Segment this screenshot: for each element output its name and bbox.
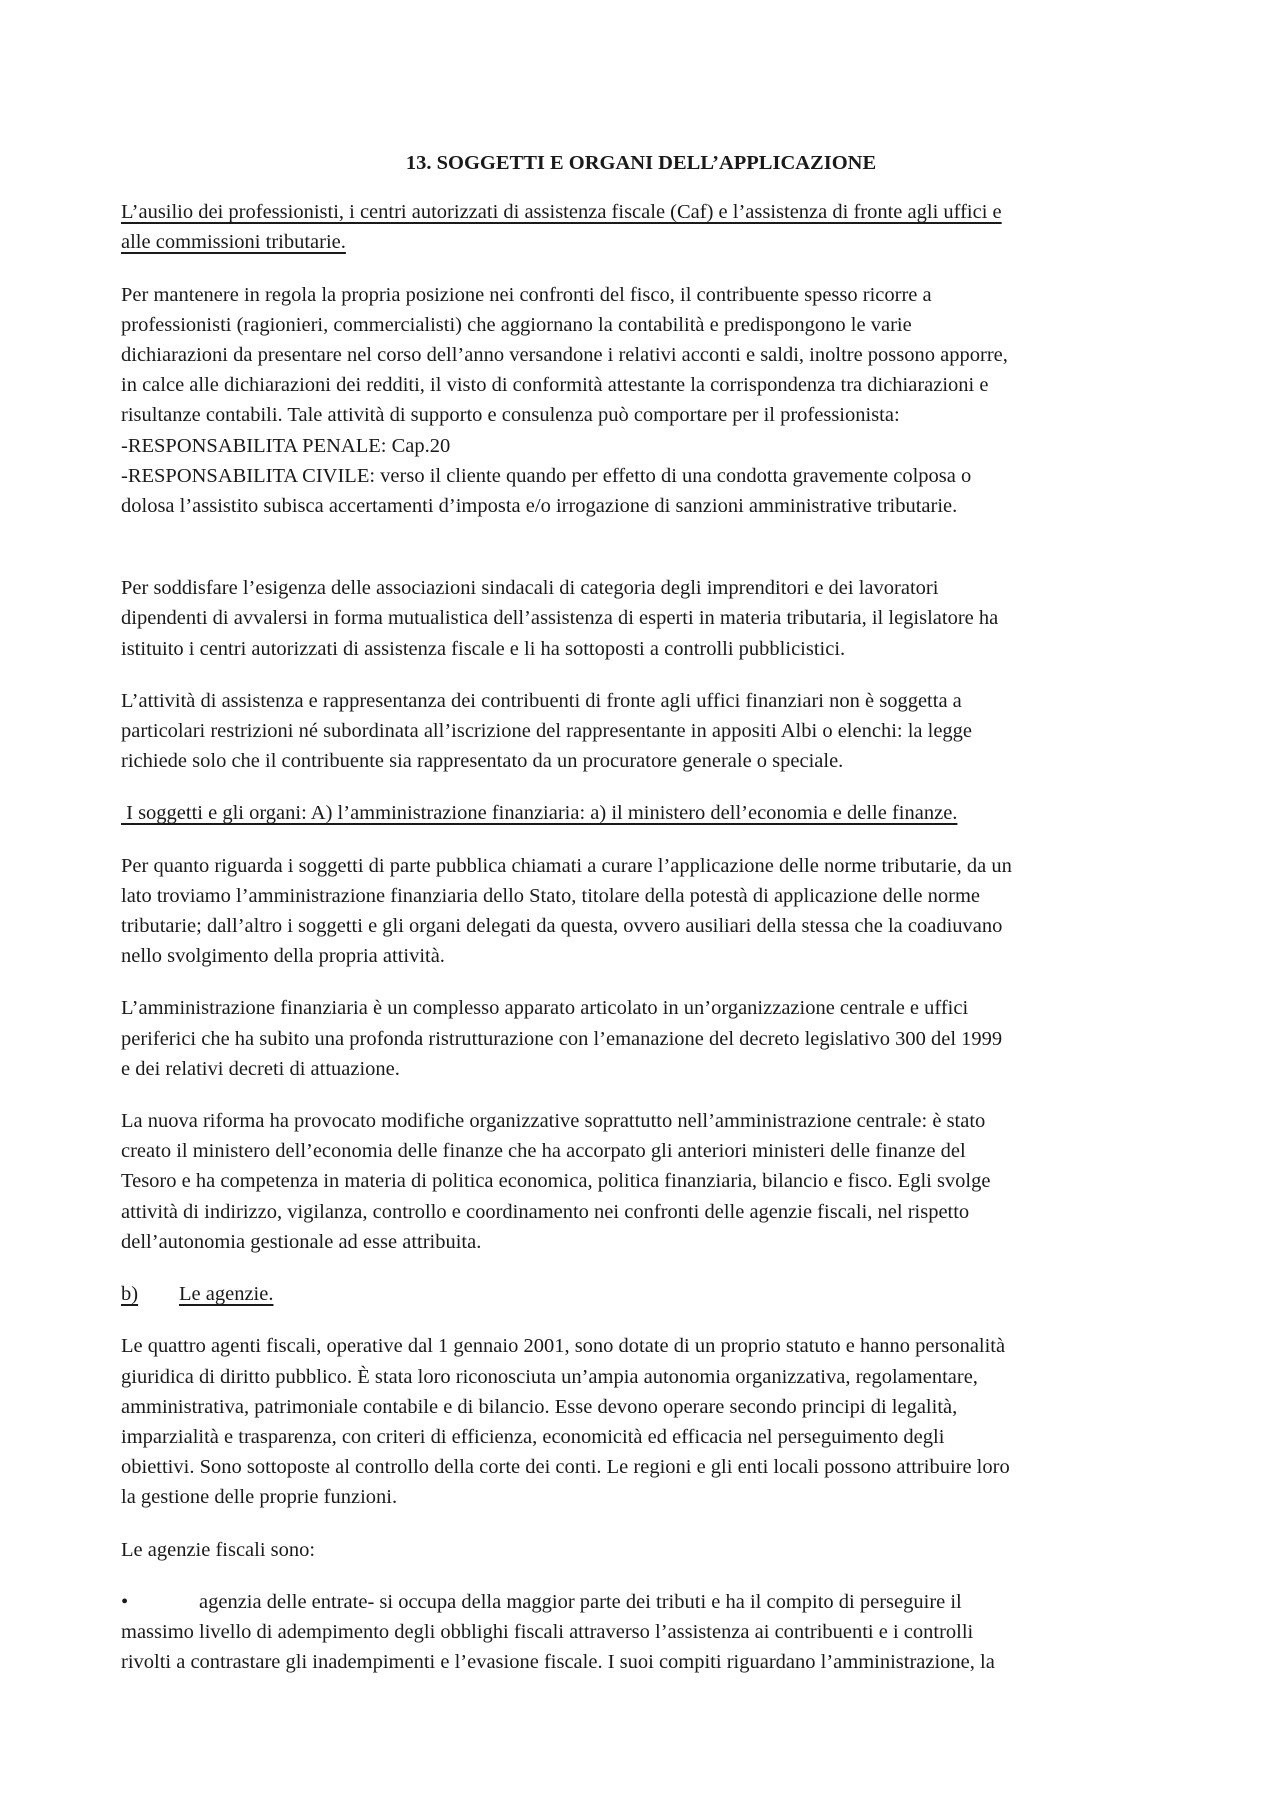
text-line: L’amministrazione finanziaria è un complesso apparato articolato in un’organizzazione centrale e uffici: [121, 997, 969, 1020]
paragraph-professionisti: [121, 280, 1161, 522]
bullet-first-line: [121, 1587, 1161, 1617]
text-line: -RESPONSABILITA PENALE: Cap.20: [121, 434, 451, 457]
paragraph-riforma: [121, 1106, 1161, 1257]
text-line: Per quanto riguarda i soggetti di parte pubblica chiamati a curare l’applicazione delle norme tributarie, da un: [121, 854, 1012, 877]
page-title: 13. SOGGETTI E ORGANI DELL’APPLICAZIONE: [405, 152, 877, 174]
bullet-icon: •: [121, 1590, 129, 1613]
section-heading-ausilio: [121, 197, 1161, 257]
paragraph-caf: [121, 573, 1161, 664]
text-line: in calce alle dichiarazioni dei redditi, il visto di conformità attestante la corrispondenza tra dichiarazioni e: [121, 374, 989, 397]
text-line: creato il ministero dell’economia delle finanze che ha accorpato gli anteriori ministeri delle finanze del: [121, 1140, 966, 1163]
text-line: giuridica di diritto pubblico. È stata loro riconosciuta un’ampia autonomia organizzativa, regolamentare,: [121, 1365, 978, 1388]
text-line: amministrativa, patrimoniale contabile e di bilancio. Esse devono operare secondo principi di legalità,: [121, 1395, 958, 1418]
paragraph-amministrazione: [121, 993, 1161, 1084]
text-line: Le quattro agenti fiscali, operative dal 1 gennaio 2001, sono dotate di un proprio statuto e hanno personalità: [121, 1335, 1006, 1358]
text-line: e dei relativi decreti di attuazione.: [121, 1057, 400, 1080]
text-line: la gestione delle proprie funzioni.: [121, 1486, 398, 1509]
text-line: massimo livello di adempimento degli obblighi fiscali attraverso l’assistenza ai contribuenti e i controlli: [121, 1620, 974, 1643]
heading-line: I soggetti e gli organi: A) l’amministrazione finanziaria: a) il ministero dell’economia e delle finanze.: [121, 802, 958, 825]
text-line: istituito i centri autorizzati di assistenza fiscale e li ha sottoposti a controlli pubblicistici.: [121, 637, 846, 660]
text-line: attività di indirizzo, vigilanza, controllo e coordinamento nei confronti delle agenzie fiscali, nel rispetto: [121, 1200, 970, 1223]
document-body: [121, 148, 1161, 1699]
text-line: particolari restrizioni né subordinata all’iscrizione del rappresentante in appositi Albi o elenchi: la legge: [121, 720, 973, 743]
text-line: imparzialità e trasparenza, con criteri di efficienza, economicità ed efficacia nel perseguimento degli: [121, 1425, 945, 1448]
bullet-text: agenzia delle entrate- si occupa della maggior parte dei tributi e ha il compito di perseguire il: [199, 1590, 962, 1613]
section-heading-soggetti: [121, 798, 1161, 828]
heading-marker: b): [121, 1283, 139, 1306]
text-line: Per mantenere in regola la propria posizione nei confronti del fisco, il contribuente spesso ricorre a: [121, 283, 932, 306]
text-line: L’attività di assistenza e rappresentanza dei contribuenti di fronte agli uffici finanziari non è soggetta a: [121, 689, 962, 712]
text-line: lato troviamo l’amministrazione finanziaria dello Stato, titolare della potestà di applicazione delle norme: [121, 884, 980, 907]
paragraph-parte-pubblica: [121, 851, 1161, 972]
text-line: La nuova riforma ha provocato modifiche organizzative soprattutto nell’amministrazione centrale: è stato: [121, 1110, 986, 1133]
bullet-agenzia-entrate: [121, 1587, 1161, 1678]
paragraph-agenzie-intro: [121, 1535, 1161, 1565]
text-line: professionisti (ragionieri, commercialisti) che aggiornano la contabilità e predispongono le varie: [121, 313, 912, 336]
text-line: rivolti a contrastare gli inadempimenti e l’evasione fiscale. I suoi compiti riguardano l’amministrazione, la: [121, 1651, 995, 1674]
text-line: Le agenzie fiscali sono:: [121, 1538, 316, 1561]
text-line: tributarie; dall’altro i soggetti e gli organi delegati da questa, ovvero ausiliari della stessa che la coadiuvano: [121, 915, 1003, 938]
text-line: dipendenti di avvalersi in forma mutualistica dell’assistenza di esperti in materia tributaria, il legislatore ha: [121, 607, 999, 630]
heading-line: alle commissioni tributarie.: [121, 231, 346, 254]
section-heading-agenzie: [121, 1279, 1161, 1309]
text-line: dolosa l’assistito subisca accertamenti d’imposta e/o irrogazione di sanzioni amministrative tributarie.: [121, 495, 958, 518]
text-line: richiede solo che il contribuente sia rappresentato da un procuratore generale o speciale.: [121, 750, 844, 773]
text-line: dell’autonomia gestionale ad esse attribuita.: [121, 1230, 482, 1253]
text-line: obiettivi. Sono sottoposte al controllo della corte dei conti. Le regioni e gli enti locali possono attribuire loro: [121, 1456, 1010, 1479]
heading-line: L’ausilio dei professionisti, i centri autorizzati di assistenza fiscale (Caf) e l’assistenza di fronte agli uffici e: [121, 201, 1002, 224]
paragraph-agenti-fiscali: [121, 1331, 1161, 1512]
text-line: Tesoro e ha competenza in materia di politica economica, politica finanziaria, bilancio e fisco. Egli svolge: [121, 1170, 991, 1193]
text-line: periferici che ha subito una profonda ristrutturazione con l’emanazione del decreto legislativo 300 del 1999: [121, 1027, 1003, 1050]
text-line: Per soddisfare l’esigenza delle associazioni sindacali di categoria degli imprenditori e dei lavoratori: [121, 577, 939, 600]
text-line: risultanze contabili. Tale attività di supporto e consulenza può comportare per il professionista:: [121, 404, 900, 427]
paragraph-rappresentanza: [121, 686, 1161, 777]
text-line: dichiarazioni da presentare nel corso dell’anno versandone i relativi acconti e saldi, inoltre possono apporre,: [121, 344, 1008, 367]
text-line: nello svolgimento della propria attività.: [121, 945, 445, 968]
heading-label: Le agenzie.: [179, 1283, 274, 1306]
text-line: -RESPONSABILITA CIVILE: verso il cliente quando per effetto di una condotta gravemente colposa o: [121, 464, 972, 487]
